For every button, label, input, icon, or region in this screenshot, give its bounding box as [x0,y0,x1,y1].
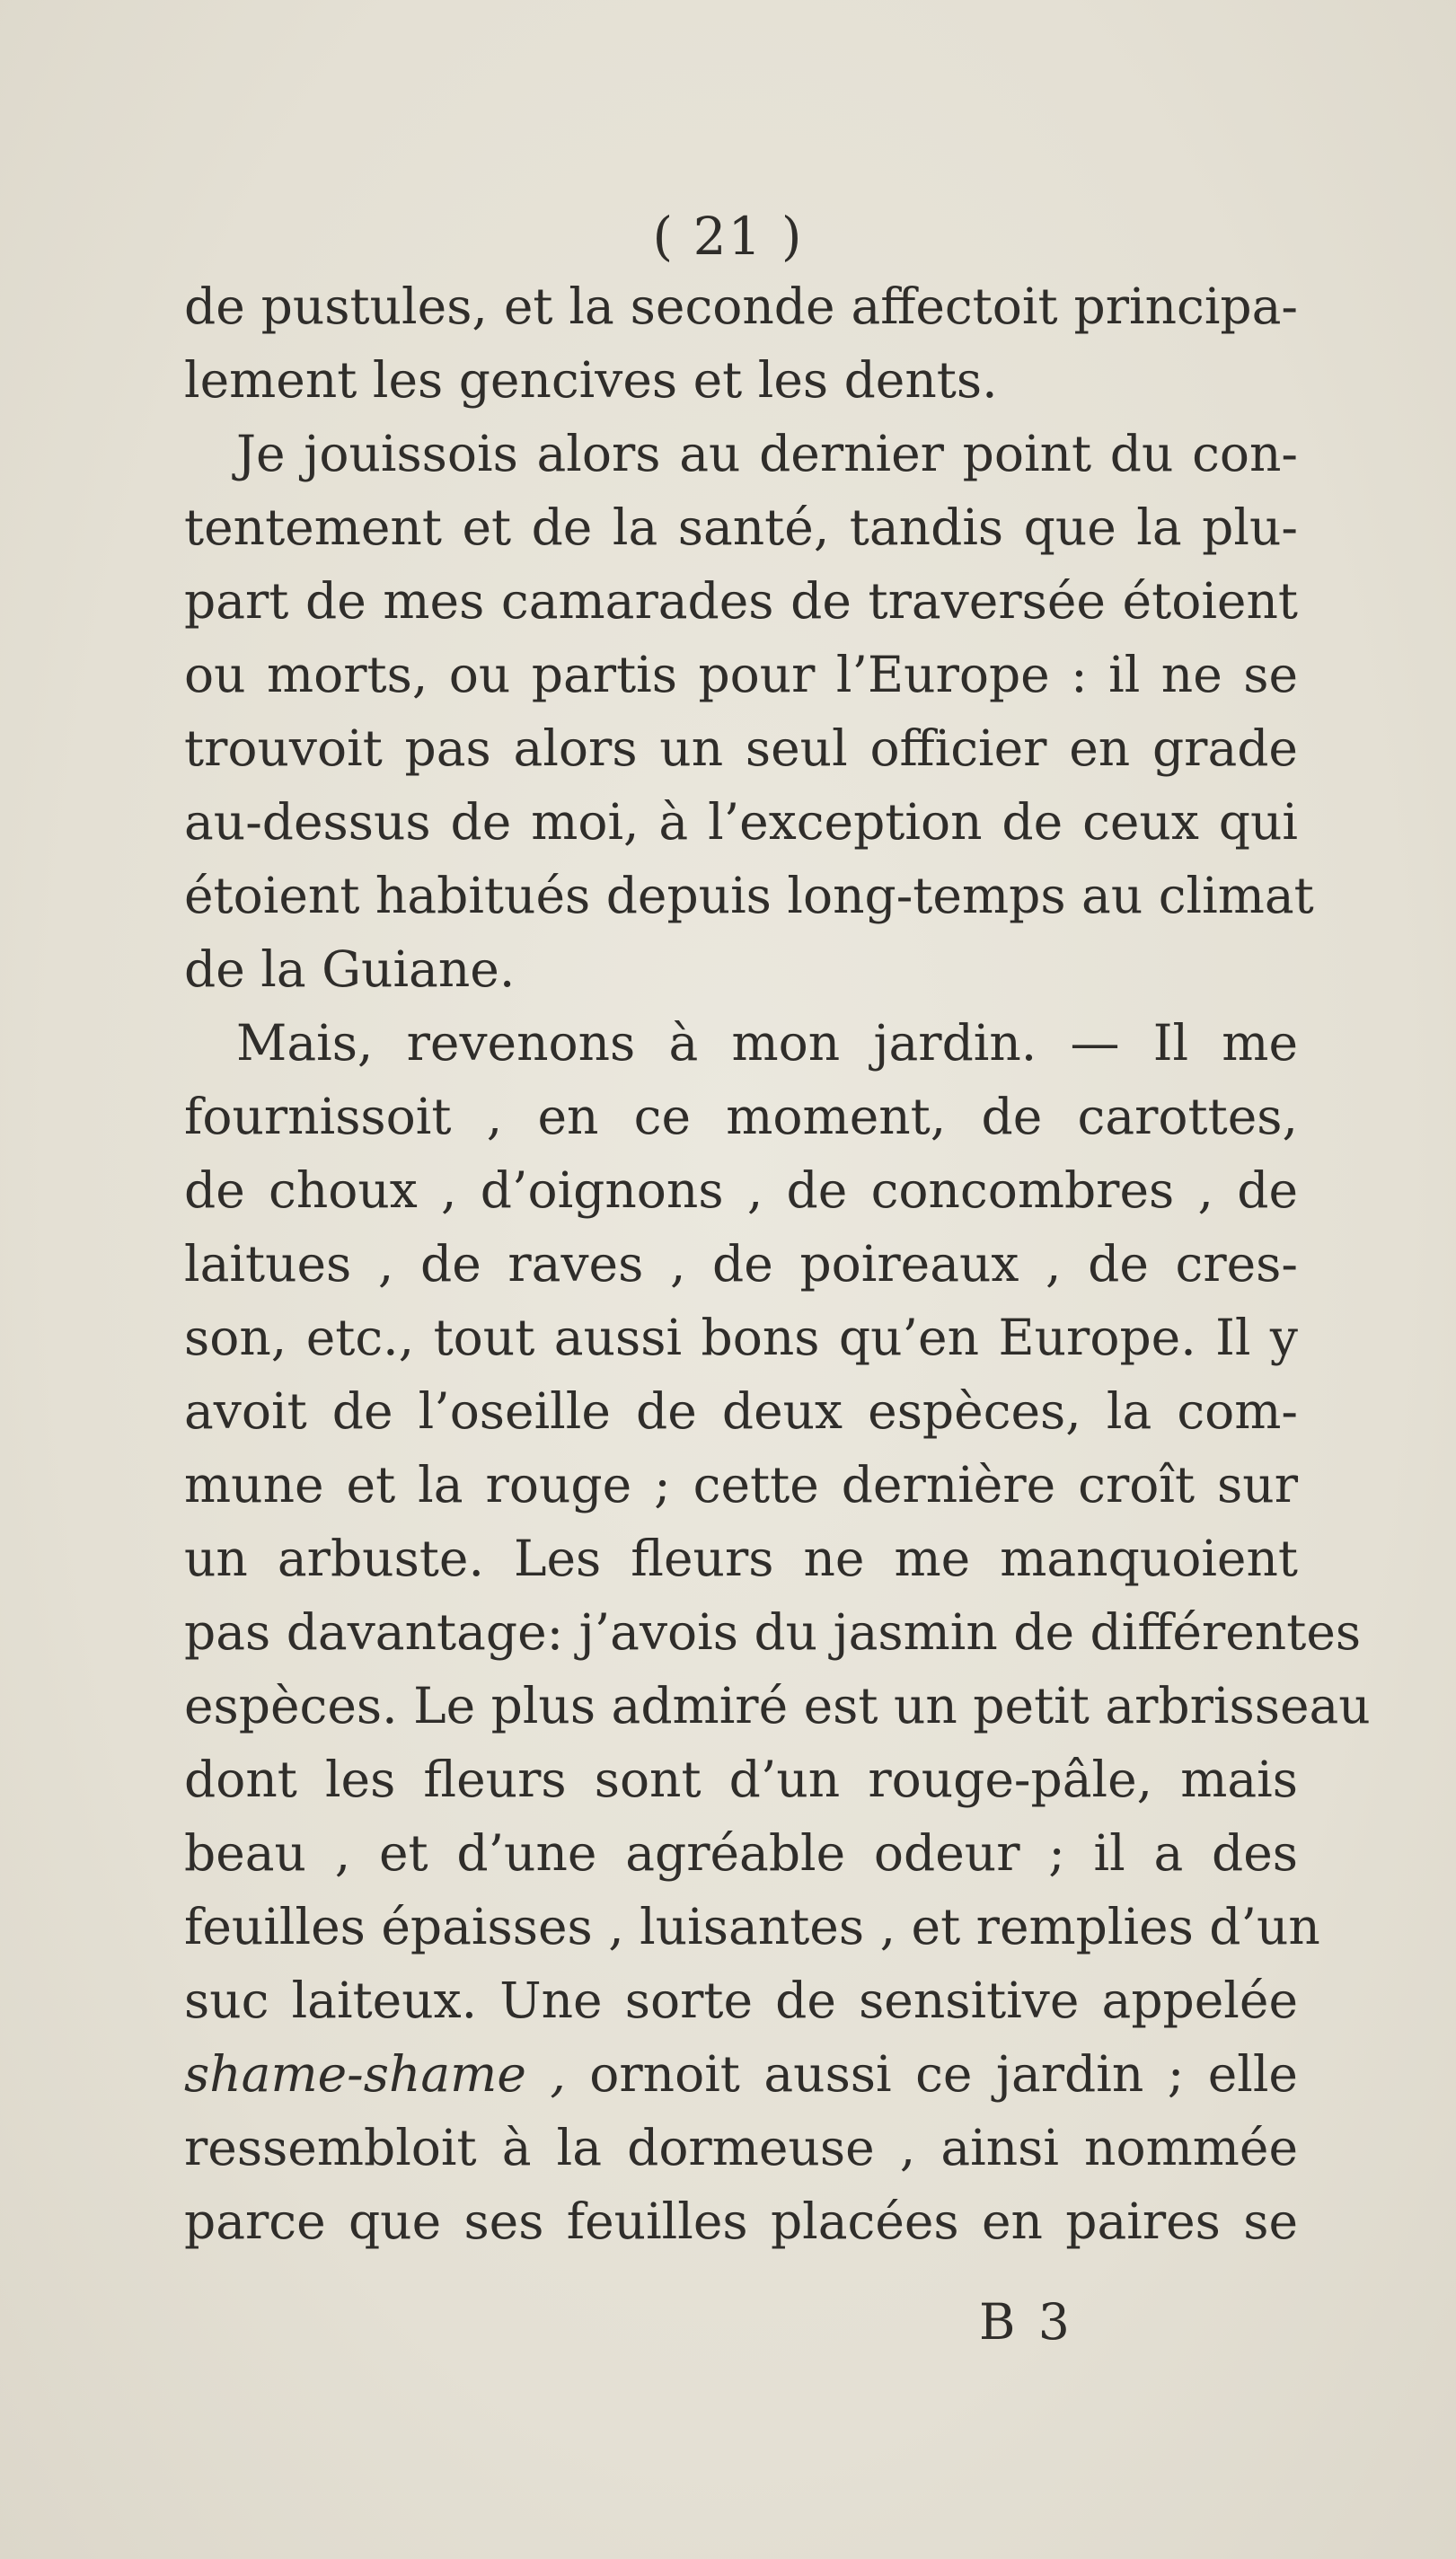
text-line-rest: ornoit aussi ce jardin ; elle [589,2045,1298,2103]
text-line: parce que ses feuilles placées en paires se [184,2193,1298,2250]
text-line: laitues , de raves , de poireaux , de cres- [184,1235,1298,1293]
text-line: avoit de l’oseille de deux espèces, la com- [184,1382,1298,1440]
text-line: lement les gencives et les dents. [184,351,998,409]
text-line: suc laiteux. Une sorte de sensitive appelée [184,1972,1298,2029]
text-line: dont les fleurs sont d’un rouge-pâle, mais [184,1751,1298,1808]
signature-mark: B 3 [979,2293,1073,2351]
text-line: un arbuste. Les fleurs ne me manquoient [184,1530,1298,1587]
text-line: mune et la rouge ; cette dernière croît sur [184,1456,1298,1513]
text-line: ou morts, ou partis pour l’Europe : il ne se [184,646,1298,703]
text-line: son, etc., tout aussi bons qu’en Europe. Il y [184,1309,1298,1366]
text-line-with-italic [184,2037,1298,2111]
text-line: beau , et d’une agréable odeur ; il a des [184,1824,1298,1882]
text-line: étoient habitués depuis long-temps au climat [184,867,1314,924]
italic-term: shame-shame , [184,2045,566,2103]
text-line: pas davantage: j’avois du jasmin de différentes [184,1603,1362,1661]
text-line: trouvoit pas alors un seul officier en grade [184,719,1298,777]
text-line: de la Guiane. [184,940,516,998]
text-line: fournissoit , en ce moment, de carottes, [184,1088,1298,1145]
text-line: de choux , d’oignons , de concombres , de [184,1161,1298,1219]
text-line: au-dessus de moi, à l’exception de ceux qui [184,793,1298,851]
text-line: Mais, revenons à mon jardin. — Il me [236,1014,1298,1072]
text-line: Je jouissois alors au dernier point du con- [236,425,1298,482]
text-line: espèces. Le plus admiré est un petit arbrisseau [184,1677,1371,1734]
text-line: de pustules, et la seconde affectoit principa- [184,278,1298,335]
text-line: ressembloit à la dormeuse , ainsi nommée [184,2119,1298,2176]
page-number: ( 21 ) [652,206,804,267]
text-line: part de mes camarades de traversée étoient [184,572,1298,630]
body-text [184,269,1371,2258]
text-line: tentement et de la santé, tandis que la plu- [184,499,1298,556]
text-line: feuilles épaisses , luisantes , et remplies d’un [184,1898,1320,1955]
